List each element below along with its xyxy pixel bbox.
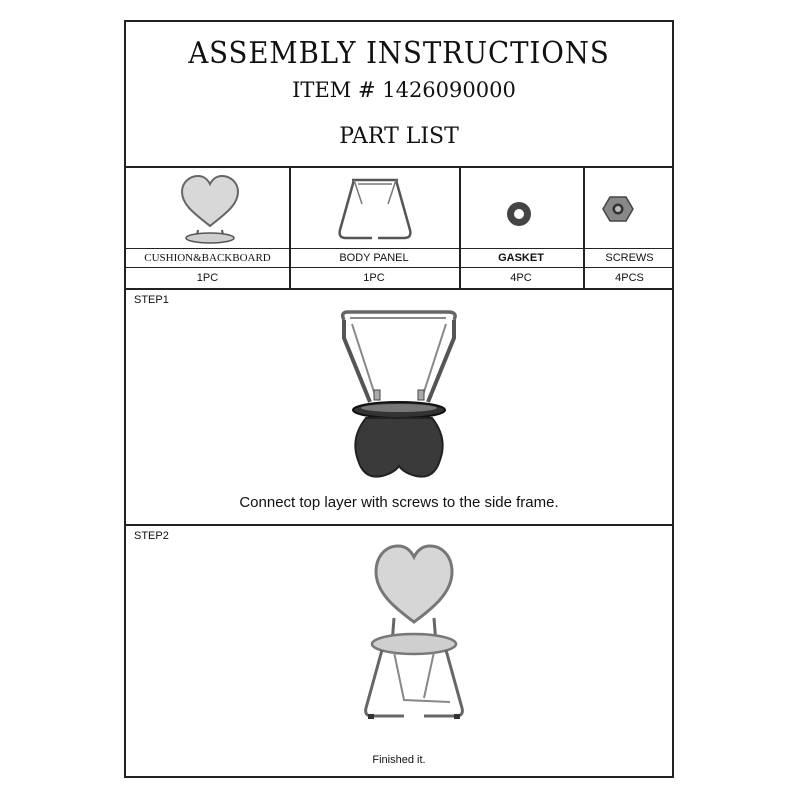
part-name-gasket: GASKET [498, 252, 544, 264]
instruction-sheet [124, 20, 674, 778]
part-list-heading: PART LIST [339, 124, 459, 149]
washer-icon [501, 198, 537, 230]
document-title: ASSEMBLY INSTRUCTIONS [188, 36, 610, 71]
part-qty-gasket: 4PC [510, 272, 532, 284]
step2-caption: Finished it. [372, 754, 426, 766]
part-qty-screws: 4PCS [615, 272, 644, 284]
divider [126, 166, 672, 168]
finished-chair-illustration [354, 540, 474, 750]
part-qty-body-panel: 1PC [363, 272, 385, 284]
body-frame-icon [332, 174, 418, 242]
step1-assembly-illustration [330, 310, 470, 480]
part-name-screws: SCREWS [605, 252, 654, 264]
step2-label: STEP2 [134, 530, 169, 542]
divider [126, 288, 672, 290]
part-name-cushion-backboard: CUSHION&BACKBOARD [144, 252, 271, 264]
part-qty-cushion-backboard: 1PC [196, 272, 219, 284]
divider [126, 524, 672, 526]
part-name-body-panel: BODY PANEL [339, 252, 409, 264]
heart-chair-part-icon [170, 172, 250, 244]
hex-nut-icon [600, 192, 636, 226]
step1-label: STEP1 [134, 294, 169, 306]
step1-caption: Connect top layer with screws to the side frame. [239, 494, 559, 511]
item-number: ITEM # 1426090000 [292, 78, 516, 102]
